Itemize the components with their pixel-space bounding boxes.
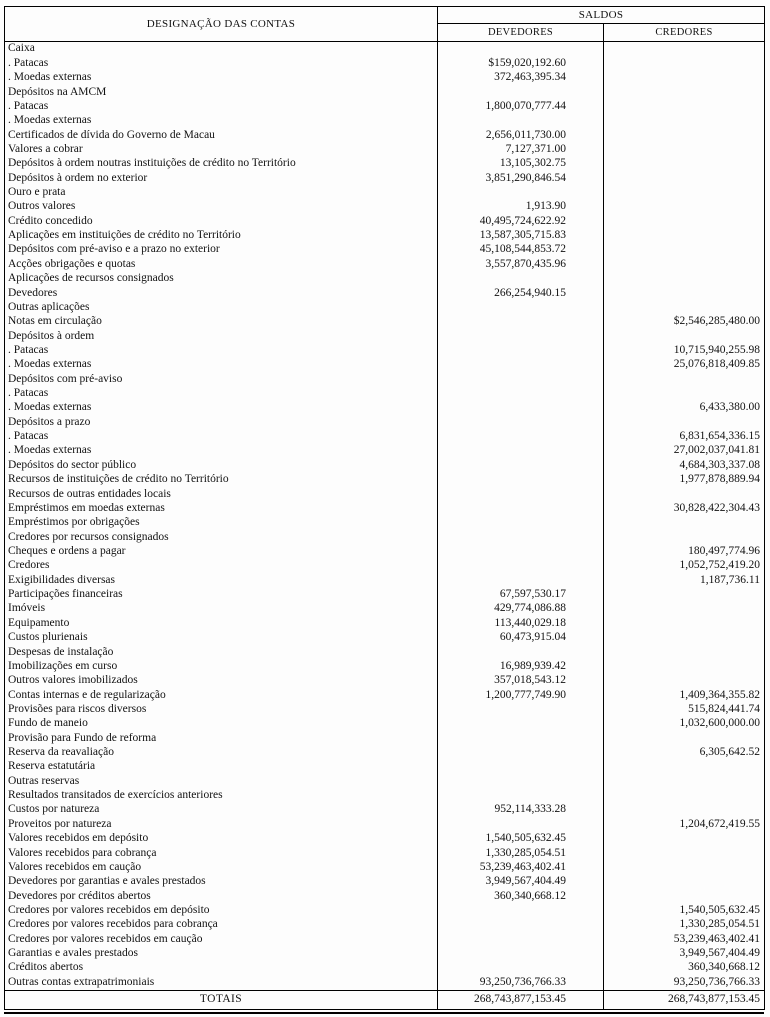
credores-value (604, 846, 765, 860)
column-header-credores: CREDORES (604, 24, 765, 42)
devedores-value: 7,127,371.00 (438, 143, 604, 157)
credores-value: $2,546,285,480.00 (604, 315, 765, 329)
credores-value (604, 300, 765, 314)
credores-value: 6,305,642.52 (604, 746, 765, 760)
credores-value: 1,540,505,632.45 (604, 904, 765, 918)
account-label: . Moedas externas (8, 401, 92, 414)
devedores-value: 40,495,724,622.92 (438, 214, 604, 228)
account-label: . Patacas (8, 343, 49, 356)
account-label: Garantias e avales prestados (8, 947, 138, 960)
devedores-value: 93,250,736,766.33 (438, 975, 604, 990)
table-row (5, 56, 765, 70)
totals-devedores-value: 268,743,877,153.45 (438, 990, 604, 1009)
table-row (5, 961, 765, 975)
totals-row (5, 990, 765, 1009)
table-row (5, 688, 765, 702)
devedores-value (438, 444, 604, 458)
credores-value: 180,497,774.96 (604, 545, 765, 559)
column-header-designation: DESIGNAÇÃO DAS CONTAS (5, 7, 438, 42)
credores-value: 6,433,380.00 (604, 401, 765, 415)
account-label: Depósitos a prazo (8, 415, 91, 428)
table-row (5, 42, 765, 57)
devedores-value (438, 530, 604, 544)
credores-value (604, 157, 765, 171)
credores-value (604, 272, 765, 286)
credores-value (604, 631, 765, 645)
table-row (5, 200, 765, 214)
credores-value (604, 731, 765, 745)
credores-value (604, 860, 765, 874)
account-label: Depósitos à ordem noutras instituições de crédito no Território (8, 157, 296, 170)
credores-value (604, 774, 765, 788)
devedores-value: 13,105,302.75 (438, 157, 604, 171)
table-footer (5, 990, 765, 1009)
account-label: Crédito concedido (8, 214, 93, 227)
account-label: Valores recebidos em caução (8, 860, 142, 873)
table-header (5, 7, 765, 42)
devedores-value (438, 344, 604, 358)
credores-value: 1,330,285,054.51 (604, 918, 765, 932)
account-label: Custos plurienais (8, 631, 88, 644)
account-label: Depósitos à ordem (8, 329, 95, 342)
devedores-value (438, 961, 604, 975)
table-row (5, 186, 765, 200)
account-label: Depósitos com pré-aviso e a prazo no exterior (8, 243, 220, 256)
devedores-value (438, 573, 604, 587)
devedores-value (438, 186, 604, 200)
credores-value: 1,187,736.11 (604, 573, 765, 587)
table-row (5, 545, 765, 559)
table-row (5, 71, 765, 85)
account-label: Devedores por créditos abertos (8, 889, 151, 902)
devedores-value (438, 545, 604, 559)
account-label: Outras contas extrapatrimoniais (8, 975, 155, 988)
devedores-value (438, 315, 604, 329)
table-row (5, 214, 765, 228)
devedores-value (438, 947, 604, 961)
devedores-value (438, 918, 604, 932)
column-header-devedores: DEVEDORES (438, 24, 604, 42)
account-label: Despesas de instalação (8, 645, 114, 658)
table-row (5, 272, 765, 286)
table-row (5, 616, 765, 630)
devedores-value: 1,800,070,777.44 (438, 99, 604, 113)
account-label: Acções obrigações e quotas (8, 257, 136, 270)
devedores-value: 1,200,777,749.90 (438, 688, 604, 702)
account-label: Proveitos por natureza (8, 817, 112, 830)
devedores-value: 67,597,530.17 (438, 588, 604, 602)
credores-value (604, 186, 765, 200)
credores-value: 1,409,364,355.82 (604, 688, 765, 702)
account-label: Provisões para riscos diversos (8, 702, 147, 715)
devedores-value: 13,587,305,715.83 (438, 229, 604, 243)
account-label: Participações financeiras (8, 588, 123, 601)
credores-value: 3,949,567,404.49 (604, 947, 765, 961)
table-row (5, 444, 765, 458)
account-label: . Moedas externas (8, 114, 92, 127)
account-label: Credores por valores recebidos em caução (8, 932, 203, 945)
account-label: Depósitos do sector público (8, 458, 137, 471)
devedores-value (438, 774, 604, 788)
account-label: Credores por valores recebidos em depósito (8, 903, 210, 916)
devedores-value (438, 401, 604, 415)
account-label: Notas em circulação (8, 315, 102, 328)
account-label: Credores por valores recebidos para cobrança (8, 918, 218, 931)
devedores-value (438, 458, 604, 472)
devedores-value (438, 502, 604, 516)
credores-value: 27,002,037,041.81 (604, 444, 765, 458)
devedores-value (438, 789, 604, 803)
table-row (5, 860, 765, 874)
table-row (5, 573, 765, 587)
account-label: . Moedas externas (8, 444, 92, 457)
devedores-value: 53,239,463,402.41 (438, 860, 604, 874)
bottom-rule (4, 1012, 764, 1014)
table-row (5, 803, 765, 817)
credores-value (604, 889, 765, 903)
account-label: Aplicações de recursos consignados (8, 272, 174, 285)
credores-value (604, 286, 765, 300)
table-row (5, 344, 765, 358)
table-row (5, 157, 765, 171)
totals-credores-value: 268,743,877,153.45 (604, 990, 765, 1009)
table-row (5, 358, 765, 372)
devedores-value: 952,114,333.28 (438, 803, 604, 817)
table-row (5, 918, 765, 932)
table-row (5, 300, 765, 314)
table-row (5, 889, 765, 903)
totals-label: TOTAIS (5, 990, 438, 1009)
credores-value (604, 760, 765, 774)
credores-value: 25,076,818,409.85 (604, 358, 765, 372)
account-label: . Moedas externas (8, 71, 92, 84)
table-row (5, 904, 765, 918)
devedores-value (438, 760, 604, 774)
account-label: Imobilizações em curso (8, 659, 118, 672)
credores-value: 93,250,736,766.33 (604, 975, 765, 990)
account-label: Recursos de instituições de crédito no Território (8, 473, 229, 486)
devedores-value: 2,656,011,730.00 (438, 128, 604, 142)
account-label: Recursos de outras entidades locais (8, 487, 171, 500)
credores-value (604, 85, 765, 99)
account-label: . Patacas (8, 430, 49, 443)
table-row (5, 975, 765, 990)
credores-value (604, 143, 765, 157)
devedores-value: 360,340,668.12 (438, 889, 604, 903)
table-row (5, 171, 765, 185)
devedores-value (438, 731, 604, 745)
devedores-value: 357,018,543.12 (438, 674, 604, 688)
credores-value (604, 645, 765, 659)
account-label: Empréstimos em moedas externas (8, 501, 165, 514)
account-label: Credores (8, 559, 50, 572)
table-row (5, 674, 765, 688)
credores-value (604, 516, 765, 530)
credores-value (604, 789, 765, 803)
devedores-value (438, 85, 604, 99)
credores-value (604, 487, 765, 501)
devedores-value (438, 387, 604, 401)
credores-value (604, 128, 765, 142)
devedores-value: 3,949,567,404.49 (438, 875, 604, 889)
devedores-value (438, 415, 604, 429)
account-label: Cheques e ordens a pagar (8, 545, 126, 557)
devedores-value (438, 114, 604, 128)
credores-value: 1,032,600,000.00 (604, 717, 765, 731)
table-row (5, 631, 765, 645)
table-row (5, 774, 765, 788)
credores-value (604, 114, 765, 128)
account-label: Credores por recursos consignados (8, 530, 169, 543)
devedores-value (438, 473, 604, 487)
devedores-value (438, 932, 604, 946)
table-row (5, 559, 765, 573)
credores-value (604, 257, 765, 271)
table-row (5, 588, 765, 602)
credores-value: 1,204,672,419.55 (604, 817, 765, 831)
devedores-value (438, 487, 604, 501)
credores-value: 1,052,752,419.20 (604, 559, 765, 573)
table-row (5, 703, 765, 717)
table-row (5, 502, 765, 516)
account-label: Aplicações em instituições de crédito no Território (8, 229, 241, 242)
devedores-value (438, 358, 604, 372)
credores-value (604, 387, 765, 401)
account-label: Valores recebidos em depósito (8, 832, 149, 845)
account-label: Custos por natureza (8, 803, 100, 816)
devedores-value: 3,557,870,435.96 (438, 257, 604, 271)
credores-value: 360,340,668.12 (604, 961, 765, 975)
devedores-value (438, 516, 604, 530)
credores-value (604, 243, 765, 257)
table-row (5, 286, 765, 300)
account-label: Devedores por garantias e avales prestados (8, 875, 206, 888)
account-label: Exigibilidades diversas (8, 573, 115, 586)
table-row (5, 645, 765, 659)
credores-value (604, 229, 765, 243)
table-row (5, 99, 765, 113)
account-label: . Patacas (8, 56, 49, 69)
account-label: Créditos abertos (8, 961, 84, 974)
devedores-value: 1,540,505,632.45 (438, 832, 604, 846)
credores-value: 1,977,878,889.94 (604, 473, 765, 487)
table-row (5, 128, 765, 142)
account-label: Imóveis (8, 602, 46, 615)
credores-value (604, 659, 765, 673)
account-label: Empréstimos por obrigações (8, 516, 140, 529)
devedores-value (438, 42, 604, 57)
credores-value (604, 42, 765, 57)
credores-value: 4,684,303,337.08 (604, 458, 765, 472)
account-label: Outros valores imobilizados (8, 674, 138, 687)
credores-value: 10,715,940,255.98 (604, 344, 765, 358)
table-row (5, 85, 765, 99)
account-label: Fundo de maneio (8, 717, 88, 730)
table-row (5, 329, 765, 343)
devedores-value (438, 559, 604, 573)
table-row (5, 760, 765, 774)
account-label: Outras aplicações (8, 300, 90, 313)
table-row (5, 229, 765, 243)
table-row (5, 817, 765, 831)
table-body (5, 42, 765, 991)
devedores-value (438, 372, 604, 386)
credores-value (604, 530, 765, 544)
table-row (5, 143, 765, 157)
devedores-value: 60,473,915.04 (438, 631, 604, 645)
credores-value (604, 71, 765, 85)
devedores-value: 16,989,939.42 (438, 659, 604, 673)
account-label: Contas internas e de regularização (8, 688, 166, 701)
credores-value (604, 674, 765, 688)
account-label: Caixa (8, 42, 35, 55)
devedores-value: 372,463,395.34 (438, 71, 604, 85)
account-label: Devedores (8, 286, 58, 299)
account-label: Provisão para Fundo de reforma (8, 731, 157, 744)
table-row (5, 257, 765, 271)
credores-value (604, 803, 765, 817)
devedores-value (438, 703, 604, 717)
table-row (5, 832, 765, 846)
credores-value (604, 875, 765, 889)
table-row (5, 487, 765, 501)
account-label: Depósitos à ordem no exterior (8, 171, 148, 184)
credores-value: 6,831,654,336.15 (604, 430, 765, 444)
credores-value (604, 329, 765, 343)
devedores-value (438, 817, 604, 831)
devedores-value: 266,254,940.15 (438, 286, 604, 300)
account-label: Outros valores (8, 200, 76, 213)
table-row (5, 717, 765, 731)
table-row (5, 315, 765, 329)
table-row (5, 875, 765, 889)
devedores-value: 45,108,544,853.72 (438, 243, 604, 257)
devedores-value: $159,020,192.60 (438, 56, 604, 70)
devedores-value (438, 430, 604, 444)
table-row (5, 947, 765, 961)
account-label: Certificados de dívida do Governo de Macau (8, 128, 215, 141)
credores-value (604, 415, 765, 429)
account-label: Ouro e prata (8, 186, 66, 199)
credores-value: 53,239,463,402.41 (604, 932, 765, 946)
table-row (5, 659, 765, 673)
credores-value (604, 832, 765, 846)
devedores-value (438, 329, 604, 343)
credores-value (604, 56, 765, 70)
account-label: Reserva estatutária (8, 760, 96, 773)
table-row (5, 746, 765, 760)
devedores-value (438, 645, 604, 659)
devedores-value (438, 717, 604, 731)
table-row (5, 243, 765, 257)
credores-value: 30,828,422,304.43 (604, 502, 765, 516)
credores-value (604, 214, 765, 228)
account-label: . Moedas externas (8, 358, 92, 371)
account-label: . Patacas (8, 99, 49, 112)
credores-value (604, 602, 765, 616)
devedores-value: 1,913.90 (438, 200, 604, 214)
accounts-table (4, 6, 765, 1010)
credores-value (604, 372, 765, 386)
devedores-value (438, 746, 604, 760)
account-label: Depósitos com pré-aviso (8, 372, 123, 385)
table-row (5, 415, 765, 429)
table-row (5, 846, 765, 860)
credores-value (604, 200, 765, 214)
account-label: Valores recebidos para cobrança (8, 846, 157, 859)
table-row (5, 387, 765, 401)
table-row (5, 530, 765, 544)
table-row (5, 372, 765, 386)
devedores-value (438, 272, 604, 286)
account-label: . Patacas (8, 387, 49, 400)
table-row (5, 473, 765, 487)
devedores-value: 3,851,290,846.54 (438, 171, 604, 185)
account-label: Outras reservas (8, 774, 80, 787)
column-header-saldos: SALDOS (438, 7, 765, 24)
credores-value (604, 616, 765, 630)
table-row (5, 114, 765, 128)
account-label: Valores a cobrar (8, 142, 83, 155)
table-row (5, 602, 765, 616)
table-row (5, 932, 765, 946)
devedores-value: 429,774,086.88 (438, 602, 604, 616)
table-row (5, 516, 765, 530)
account-label: Equipamento (8, 616, 70, 629)
table-row (5, 731, 765, 745)
table-row (5, 430, 765, 444)
credores-value (604, 171, 765, 185)
account-label: Depósitos na AMCM (8, 85, 107, 98)
devedores-value: 1,330,285,054.51 (438, 846, 604, 860)
devedores-value: 113,440,029.18 (438, 616, 604, 630)
credores-value (604, 99, 765, 113)
table-row (5, 458, 765, 472)
account-label: Resultados transitados de exercícios anteriores (8, 789, 223, 802)
table-row (5, 789, 765, 803)
table-row (5, 401, 765, 415)
credores-value (604, 588, 765, 602)
devedores-value (438, 300, 604, 314)
credores-value: 515,824,441.74 (604, 703, 765, 717)
devedores-value (438, 904, 604, 918)
account-label: Reserva da reavaliação (8, 746, 114, 759)
